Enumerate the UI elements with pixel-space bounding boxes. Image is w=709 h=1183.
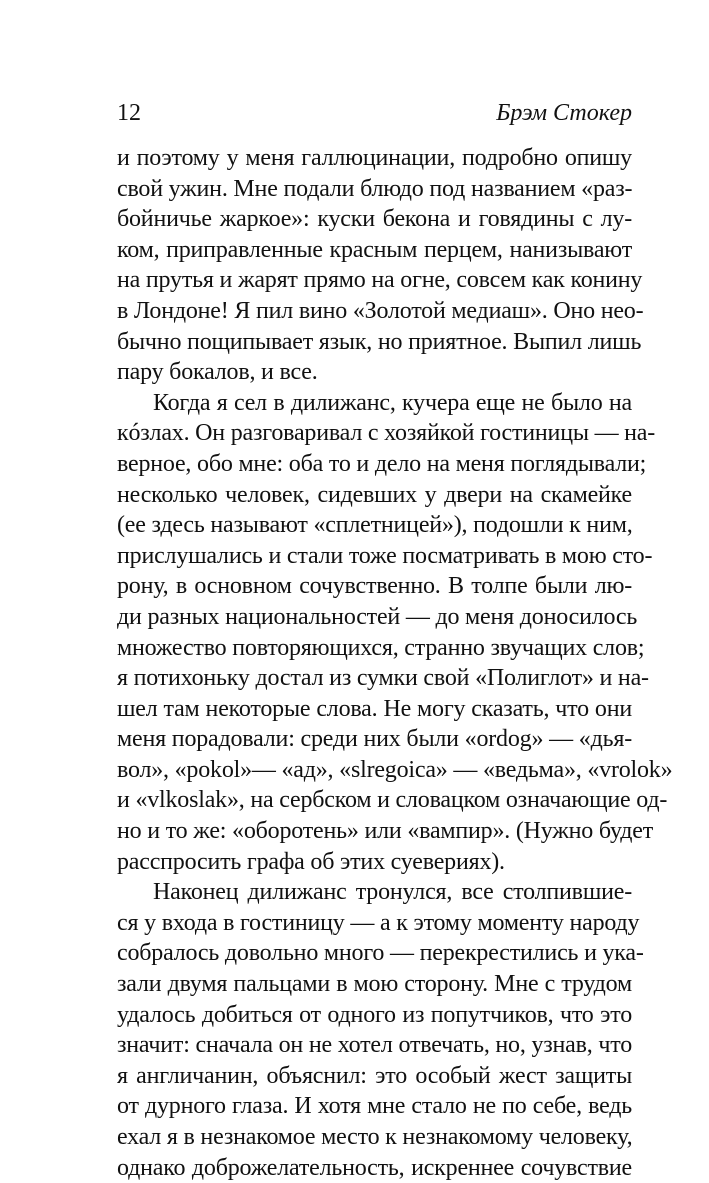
- page-number: 12: [117, 100, 141, 126]
- text-line: вол», «pokol»— «ад», «slregoica» — «ведьма», «vrolok»: [117, 756, 673, 783]
- text-line: но и то же: «оборотень» или «вампир». (Нужно будет: [117, 818, 654, 845]
- text-line: я потихоньку достал из сумки свой «Полиглот» и на-: [117, 665, 649, 692]
- text-line: прислушались и стали тоже посматривать в мою сто-: [117, 542, 653, 569]
- text-line: я англичанин, объяснил: это особый жест защиты: [117, 1062, 632, 1089]
- text-line: кóзлах. Он разговаривал с хозяйкой гостиницы — на-: [117, 420, 656, 447]
- text-line: шел там некоторые слова. Не могу сказать, что они: [117, 695, 632, 722]
- text-line: рону, в основном сочувственно. В толпе были лю-: [117, 573, 632, 600]
- body-text: [117, 143, 673, 1183]
- text-line: и «vlkoslak», на сербском и словацком означающие од-: [117, 787, 668, 814]
- text-line: ся у входа в гостиницу — а к этому моменту народу: [117, 909, 640, 936]
- page-header: [117, 98, 632, 128]
- paragraph-end-line: расспросить графа об этих суевериях).: [117, 848, 505, 875]
- text-line: значит: сначала он не хотел отвечать, но, узнав, что: [117, 1032, 633, 1059]
- text-line: бычно пощипывает язык, но приятное. Выпил лишь: [117, 328, 642, 355]
- text-line: на прутья и жарят прямо на огне, совсем как конину: [117, 267, 643, 294]
- text-line: и поэтому у меня галлюцинации, подробно опишу: [117, 145, 632, 171]
- text-line: меня порадовали: среди них были «ordog» — «дья-: [117, 726, 632, 753]
- paragraph-first-line: Наконец дилижанс тронулся, все столпившие-: [153, 879, 632, 906]
- text-line: от дурного глаза. И хотя мне стало не по себе, ведь: [117, 1093, 632, 1120]
- paragraph-first-line: Когда я сел в дилижанс, кучера еще не было на: [153, 389, 632, 416]
- text-line: в Лондоне! Я пил вино «Золотой медиаш». Оно нео-: [117, 297, 644, 324]
- text-line: ехал я в незнакомое место к незнакомому человеку,: [117, 1124, 633, 1150]
- text-line: свой ужин. Мне подали блюдо под названием «раз-: [117, 175, 633, 202]
- running-head-author: Брэм Стокер: [496, 100, 632, 126]
- text-line: множество повторяющихся, странно звучащих слов;: [117, 634, 645, 661]
- text-line: зали двумя пальцами в мою сторону. Мне с трудом: [117, 971, 632, 998]
- text-line: несколько человек, сидевших у двери на скамейке: [117, 481, 632, 508]
- text-line: ди разных национальностей — до меня доносилось: [117, 603, 638, 630]
- text-line: ком, приправленные красным перцем, нанизывают: [117, 236, 632, 263]
- text-line: собралось довольно много — перекрестились и ука-: [117, 940, 644, 967]
- text-line: бойничье жаркое»: куски бекона и говядины с лу-: [117, 206, 632, 233]
- text-line: удалось добиться от одного из попутчиков, что это: [117, 1001, 632, 1028]
- text-line: верное, обо мне: оба то и дело на меня поглядывали;: [117, 450, 647, 477]
- paragraph-end-line: пару бокалов, и все.: [117, 359, 318, 386]
- text-line: однако доброжелательность, искреннее сочувствие: [117, 1154, 632, 1181]
- text-line: (ее здесь называют «сплетницей»), подошли к ним,: [117, 512, 633, 539]
